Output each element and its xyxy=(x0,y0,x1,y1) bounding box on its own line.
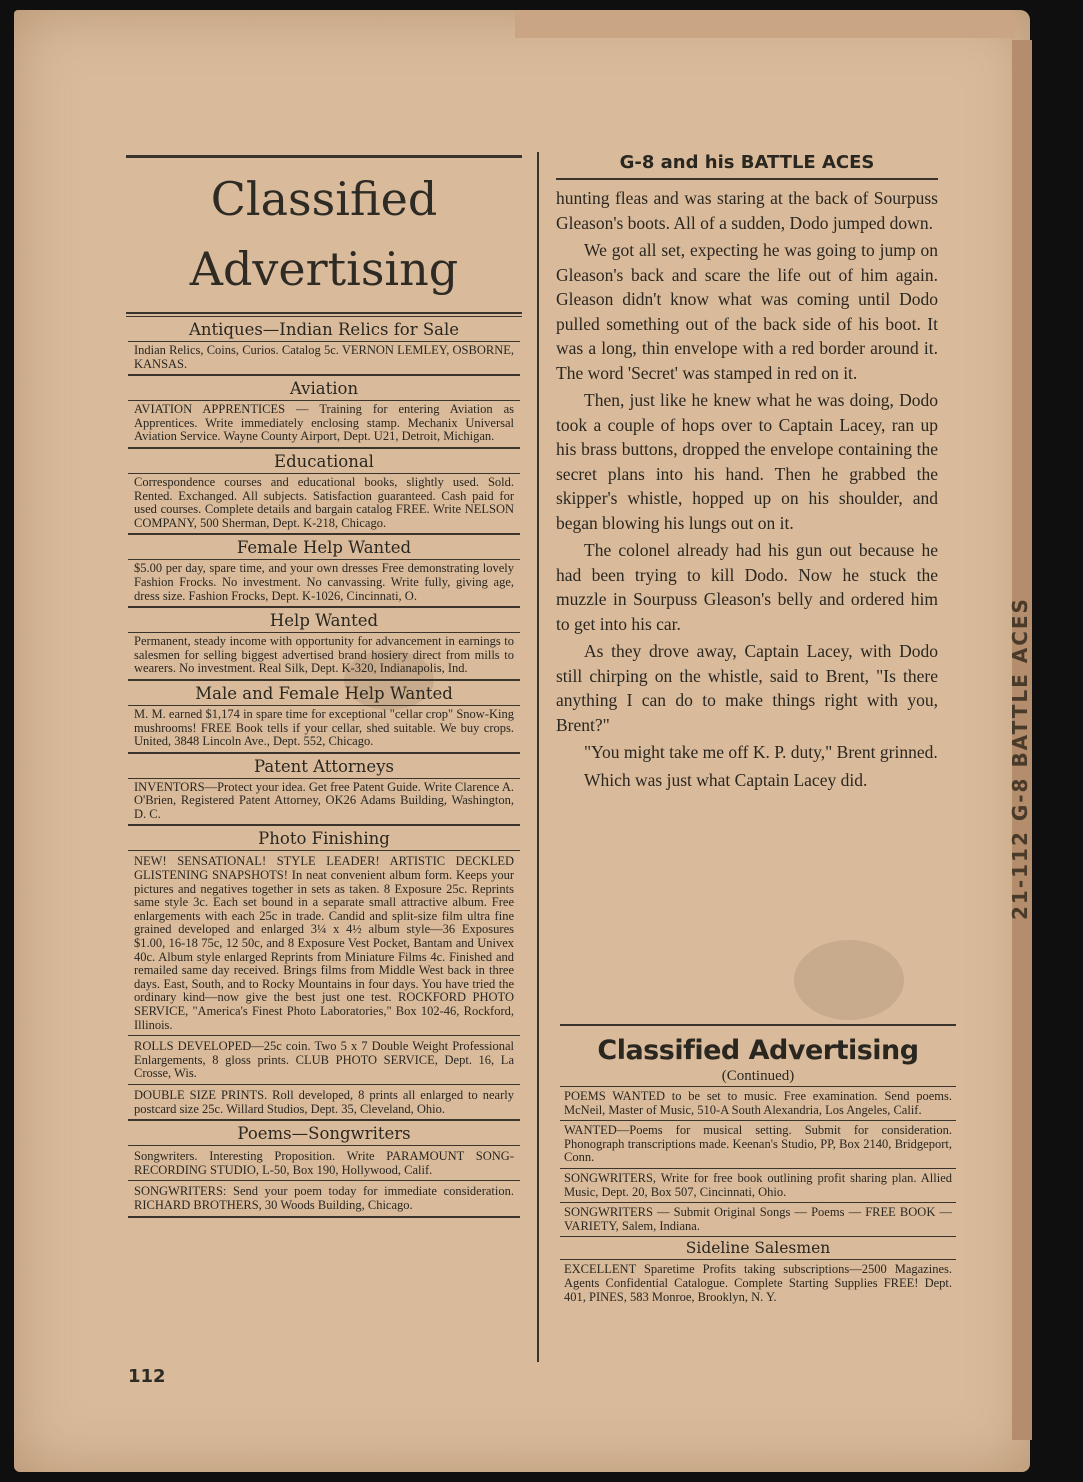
continued-title: Classified Advertising xyxy=(597,1035,919,1066)
section-heading: Female Help Wanted xyxy=(128,535,520,560)
column-divider xyxy=(537,152,539,1362)
classified-ad: Permanent, steady income with opportunity for advancement in earnings to salesmen for selling biggest advertised brand hosiery direct from mills to wearers. No investment. Real Silk, Dept. K-320, Indianapolis, Ind. xyxy=(128,633,520,681)
story-text xyxy=(556,186,938,792)
running-head: G-8 and his BATTLE ACES xyxy=(556,150,938,180)
classified-ad: SONGWRITERS: Send your poem today for immediate consideration. RICHARD BROTHERS, 30 Woods Building, Chicago. xyxy=(134,1184,514,1212)
continued-rule xyxy=(560,1024,956,1026)
story-paragraph: As they drove away, Captain Lacey, with Dodo still chirping on the whistle, said to Brent, "Is there anything I can do to make things right with you, Brent?" xyxy=(556,641,938,735)
classified-ad: Correspondence courses and educational books, slightly used. Sold. Rented. Exchanged. All subjects. Satisfaction guaranteed. Cash paid for used courses. Complete details and bargain catalog FREE. Write NELSON COMPANY, 500 Sherman, Dept. K-218, Chicago. xyxy=(128,474,520,535)
classified-section xyxy=(126,681,522,754)
section-heading: Poems—Songwriters xyxy=(128,1121,520,1146)
classified-ad: NEW! SENSATIONAL! STYLE LEADER! ARTISTIC DECKLED GLISTENING SNAPSHOTS! In neat convenient album form. Keeps your pictures and negatives together in sets as taken. 8 Exposure 25c. Reprints same style 3c. Each set bound in a separate small attractive album. Free enlargements with each 25c in trade. Candid and split-size film ultra fine grained developed and enlarged 3¼ x 4½ album style—36 Exposures $1.00, 16-18 75c, 12 50c, and 8 Exposure Vest Pocket, Bantam and Univex 40c. Album style enlarged Reprints from Miniature Films 4c. Finished and remailed same day received. Brings films from Middle West back in three days. East, South, and to Rocky Mountains in four days. You have tried the ordinary kind—now give the best just one test. ROCKFORD PHOTO SERVICE, "America's Finest Photo Laboratories," Box 102-46, Rockford, Illinois. xyxy=(128,851,520,1036)
classified-section xyxy=(126,754,522,827)
section-heading: Patent Attorneys xyxy=(128,754,520,779)
classified-ad: SONGWRITERS, Write for free book outlining profit sharing plan. Allied Music, Dept. 20, Box 507, Cincinnati, Ohio. xyxy=(560,1169,956,1203)
section-heading: Help Wanted xyxy=(128,608,520,633)
spine-text: 21-112 G-8 BATTLE ACES xyxy=(1008,597,1032,920)
section-heading: Antiques—Indian Relics for Sale xyxy=(128,317,520,342)
classified-section xyxy=(126,376,522,449)
continued-ads-bottom xyxy=(560,1260,956,1307)
page-number: 112 xyxy=(128,1366,166,1387)
story-paragraph: Which was just what Captain Lacey did. xyxy=(584,769,868,790)
story-paragraph: hunting fleas and was staring at the back of Sourpuss Gleason's boots. All of a sudden, Dodo jumped down. xyxy=(556,188,938,233)
classified-continued xyxy=(560,1024,956,1307)
classified-ad: $5.00 per day, spare time, and your own dresses Free demonstrating lovely Fashion Frocks. No investment. No canvassing. Write fully, giving age, dress size. Fashion Frocks, Dept. K-1026, Cincinnati, O. xyxy=(128,560,520,608)
story-column xyxy=(556,150,938,795)
section-heading: Educational xyxy=(128,449,520,474)
classified-section xyxy=(126,449,522,535)
classified-section xyxy=(126,826,522,1121)
classified-ad: WANTED—Poems for musical setting. Submit for consideration. Phonograph transcriptions made. Keenan's Studio, PP, Box 2140, Bridgeport, Conn. xyxy=(560,1121,956,1169)
classified-sections xyxy=(126,317,522,1218)
section-heading: Aviation xyxy=(128,376,520,401)
classified-column xyxy=(126,156,522,1218)
story-paragraph: The colonel already had his gun out because he had been trying to kill Dodo. Now he stuck the muzzle in Sourpuss Gleason's belly and ordered him to get into his car. xyxy=(556,540,938,634)
classified-ad: AVIATION APPRENTICES — Training for entering Aviation as Apprentices. Write immediately enclosing stamp. Mechanix Universal Aviation Service. Wayne County Airport, Dept. U21, Detroit, Michigan. xyxy=(128,401,520,449)
torn-page-edge xyxy=(515,10,1015,38)
story-paragraph: We got all set, expecting he was going to jump on Gleason's back and scare the life out of him again. Gleason didn't know what was coming until Dodo pulled something out of the back side of his boot. It was a long, thin envelope with a red border around it. The word 'Secret' was stamped in red on it. xyxy=(556,240,938,383)
stain xyxy=(794,940,904,1020)
classified-ad: INVENTORS—Protect your idea. Get free Patent Guide. Write Clarence A. O'Brien, Registered Patent Attorney, OK26 Adams Building, Washington, D. C. xyxy=(128,779,520,827)
classified-ad: DOUBLE SIZE PRINTS. Roll developed, 8 prints all enlarged to nearly postcard size 25c. Willard Studios, Dept. 35, Cleveland, Ohio. xyxy=(134,1087,514,1116)
story-paragraph: Then, just like he knew what he was doing, Dodo took a couple of hops over to Captain Lacey, ran up his brass buttons, dropped the envelope containing the secret plans into his hand. Then he grabbed the skipper's whistle, hopped up on his shoulder, and began blowing his lungs out on it. xyxy=(556,390,938,533)
continued-ads xyxy=(560,1087,956,1237)
classified-ad: POEMS WANTED to be set to music. Free examination. Send poems. McNeil, Master of Music, 510-A South Alexandria, Los Angeles, Calif. xyxy=(560,1087,956,1121)
classified-section xyxy=(126,608,522,681)
classified-section xyxy=(126,317,522,376)
classified-ad: Songwriters. Interesting Proposition. Write PARAMOUNT SONG-RECORDING STUDIO, L-50, Box 190, Hollywood, Calif. xyxy=(128,1146,520,1181)
section-heading: Male and Female Help Wanted xyxy=(128,681,520,706)
classified-ad: Indian Relics, Coins, Curios. Catalog 5c. VERNON LEMLEY, OSBORNE, KANSAS. xyxy=(128,342,520,376)
classified-ad: EXCELLENT Sparetime Profits taking subscriptions—2500 Magazines. Agents Confidential Catalogue. Complete Starting Supplies FREE! Dept. 401, PINES, 583 Monroe, Brooklyn, N. Y. xyxy=(564,1262,952,1304)
masthead-line-2: Advertising xyxy=(189,242,459,296)
masthead-line-1: Classified xyxy=(210,172,438,226)
masthead xyxy=(126,164,522,304)
story-paragraph: "You might take me off K. P. duty," Brent grinned. xyxy=(584,742,938,762)
classified-ad: ROLLS DEVELOPED—25c coin. Two 5 x 7 Double Weight Professional Enlargements, 8 gloss prints. CLUB PHOTO SERVICE, Dept. 16, La Crosse, Wis. xyxy=(128,1036,520,1085)
section-rule xyxy=(128,1216,520,1218)
classified-ad: SONGWRITERS — Submit Original Songs — Poems — FREE BOOK — VARIETY, Salem, Indiana. xyxy=(560,1203,956,1237)
classified-ad: M. M. earned $1,174 in spare time for exceptional "cellar crop" Snow-King mushrooms! FREE Book tells if your cellar, shed suitable. We buy crops. United, 3848 Lincoln Ave., Dept. 552, Chicago. xyxy=(128,706,520,754)
continued-subtitle: (Continued) xyxy=(560,1068,956,1087)
section-heading-sideline-salesmen: Sideline Salesmen xyxy=(560,1237,956,1260)
classified-section xyxy=(126,1121,522,1217)
section-heading: Photo Finishing xyxy=(128,826,520,851)
classified-section xyxy=(126,535,522,608)
